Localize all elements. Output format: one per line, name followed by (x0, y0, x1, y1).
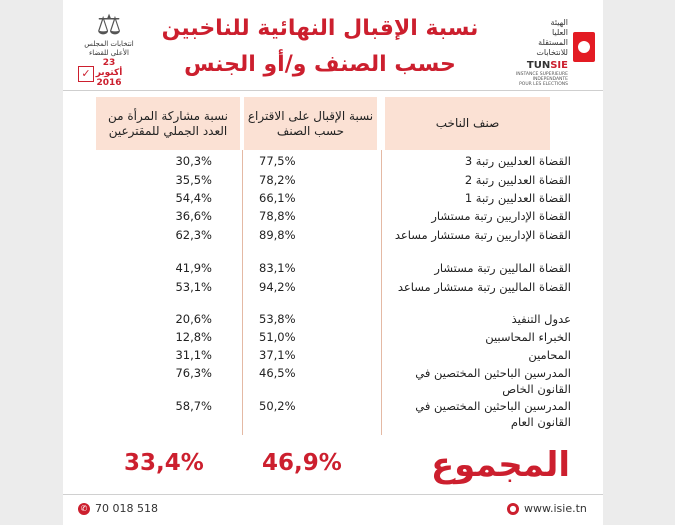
row-turnout: 78,2% (259, 173, 296, 187)
row-turnout: 89,8% (259, 228, 296, 242)
total-label: المجموع (430, 445, 570, 485)
isie-ar-line: للانتخابات (536, 48, 568, 57)
isie-ar-line: العليا (551, 28, 568, 37)
brand-prefix: TUN (526, 60, 551, 71)
isie-fr-line: INDEPENDANTE (532, 77, 568, 82)
row-women: 62,3% (175, 228, 212, 242)
isie-ar-line: المستقلة (538, 38, 568, 47)
column-header-women-share: نسبة مشاركة المرأة من العدد الجملي للمقترعين (96, 97, 240, 150)
row-turnout: 53,8% (259, 312, 296, 326)
footer-website[interactable] (507, 502, 587, 515)
row-turnout: 83,1% (259, 261, 296, 275)
column-header-turnout: نسبة الإقبال على الاقتراع حسب الصنف (244, 97, 377, 150)
row-category: القضاة العدليين رتبة 2 (464, 173, 571, 187)
footer-divider (63, 494, 603, 495)
row-women: 54,4% (175, 191, 212, 205)
phone-icon: ✆ (78, 503, 90, 515)
website-link[interactable]: www.isie.tn (524, 502, 587, 515)
row-women: 58,7% (175, 399, 212, 413)
row-category: القضاة الماليين رتبة مستشار مساعد (397, 280, 571, 294)
globe-icon: ● (507, 503, 519, 515)
total-turnout: 46,9% (262, 450, 342, 476)
logo-line2: الأعلى للقضاء (89, 49, 129, 57)
column-divider (381, 150, 382, 435)
header-divider (63, 90, 603, 91)
row-category: القضاة العدليين رتبة 1 (464, 191, 571, 205)
row-category: القضاة العدليين رتبة 3 (464, 154, 571, 168)
isie-logo (490, 14, 595, 86)
column-header-category: صنف الناخب (385, 97, 550, 150)
scc-election-logo (78, 10, 140, 90)
row-category: عدول التنفيذ (511, 312, 571, 326)
brand-suffix: SIE (550, 60, 568, 71)
row-turnout: 50,2% (259, 399, 296, 413)
page-title-line1: نسبة الإقبال النهائية للناخبين (161, 16, 479, 41)
row-women: 53,1% (175, 280, 212, 294)
isie-french-name (498, 72, 568, 87)
row-turnout: 37,1% (259, 348, 296, 362)
row-category: المحامين (528, 348, 571, 362)
total-women: 33,4% (124, 450, 204, 476)
row-women: 20,6% (175, 312, 212, 326)
row-women: 30,3% (175, 154, 212, 168)
row-women: 12,8% (175, 330, 212, 344)
ballot-check-icon: ✓ (78, 66, 94, 82)
scales-icon: ⚖ (96, 8, 122, 41)
page-title-line2: حسب الصنف و/أو الجنس (184, 52, 456, 77)
row-turnout: 77,5% (259, 154, 296, 168)
row-category: القضاة الإداريين رتبة مستشار (431, 209, 571, 223)
row-women: 76,3% (175, 366, 212, 380)
isie-ar-line: الهيئة (550, 18, 568, 27)
logo-date-month: أكتوبر (95, 68, 123, 78)
row-women: 31,1% (175, 348, 212, 362)
isie-fr-line: POUR LES ELECTIONS (519, 82, 568, 87)
isie-fr-line: INSTANCE SUPERIEURE (515, 72, 568, 77)
isie-brand (527, 60, 568, 71)
row-women: 35,5% (175, 173, 212, 187)
isie-arabic-name (498, 18, 568, 58)
row-turnout: 51,0% (259, 330, 296, 344)
tunisia-flag-icon (573, 32, 595, 62)
logo-date-day: 23 (102, 58, 116, 68)
row-women: 41,9% (175, 261, 212, 275)
row-category: القضاة الإداريين رتبة مستشار مساعد (394, 228, 571, 242)
row-turnout: 78,8% (259, 209, 296, 223)
footer-phone (78, 502, 158, 515)
row-category: الخبراء المحاسبين (485, 330, 571, 344)
row-women: 36,6% (175, 209, 212, 223)
row-turnout: 46,5% (259, 366, 296, 380)
logo-date-year: 2016 (96, 78, 122, 88)
logo-line1: انتخابات المجلس (84, 40, 134, 48)
row-category: المدرسين الباحثين المختصين في القانون العام (415, 399, 571, 429)
row-category: المدرسين الباحثين المختصين في القانون الخاص (415, 366, 571, 396)
row-category: القضاة الماليين رتبة مستشار (434, 261, 571, 275)
row-turnout: 66,1% (259, 191, 296, 205)
column-divider (242, 150, 243, 435)
phone-number: 70 018 518 (95, 502, 158, 515)
row-turnout: 94,2% (259, 280, 296, 294)
